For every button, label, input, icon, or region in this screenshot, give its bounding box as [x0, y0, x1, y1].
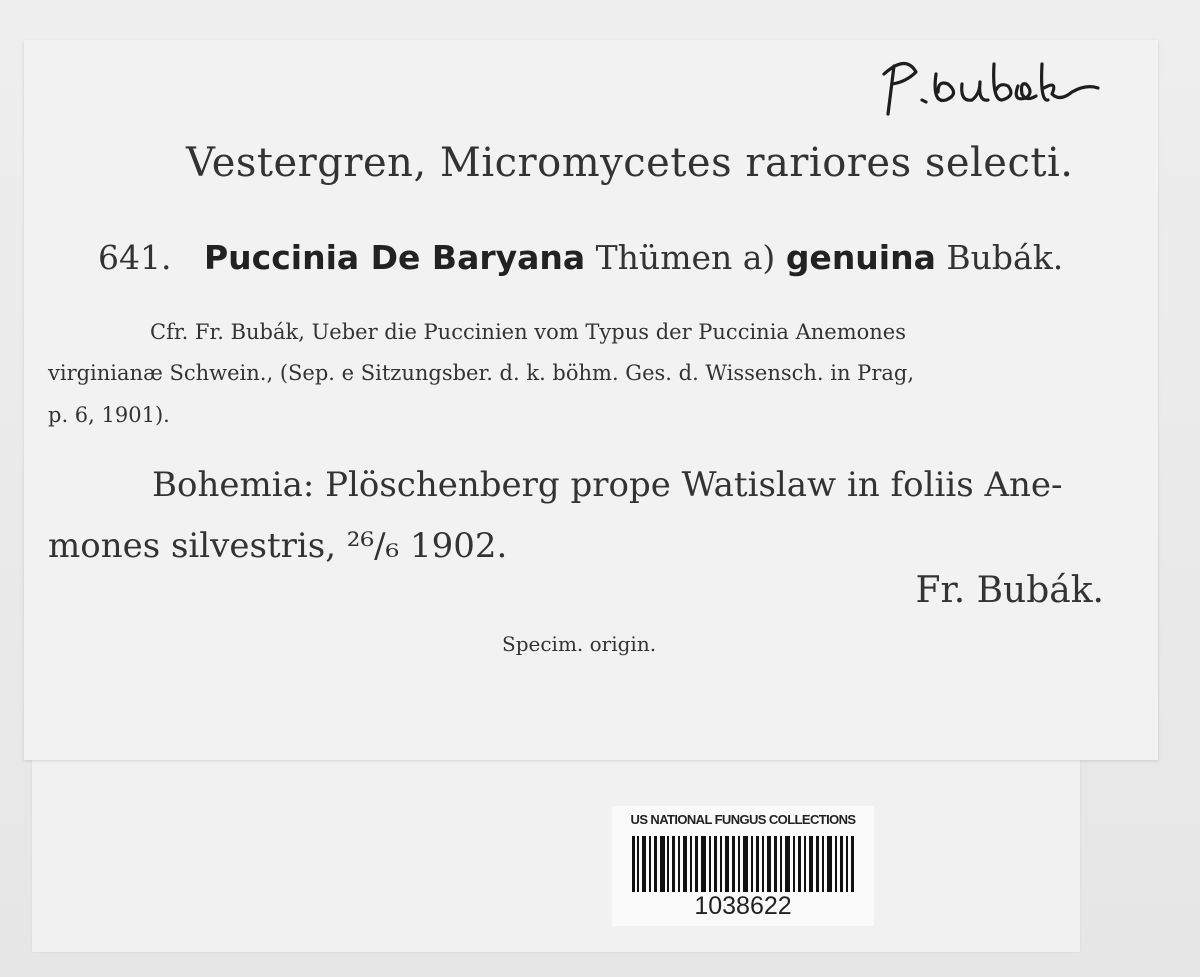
- barcode-number: 1038622: [694, 892, 792, 920]
- backing-paper: [32, 760, 1080, 952]
- collector-name: Fr. Bubák.: [915, 570, 1104, 611]
- species-line: [98, 238, 1063, 277]
- series-title: Vestergren, Micromycetes rariores selecti.: [186, 140, 1074, 186]
- specimen-note: Specim. origin.: [502, 632, 657, 656]
- exsiccata-number: 641.: [98, 238, 172, 277]
- species-author: Thümen a): [595, 238, 776, 277]
- species-name: Puccinia De Baryana: [203, 238, 586, 277]
- locality-line-1: Bohemia: Plöschenberg prope Watislaw in foliis Ane-: [152, 465, 1063, 505]
- reference-line-1: Cfr. Fr. Bubák, Ueber die Puccinien vom Typus der Puccinia Anemones: [150, 320, 907, 344]
- variety-name: genuina: [785, 238, 936, 277]
- barcode-title: US NATIONAL FUNGUS COLLECTIONS: [630, 812, 856, 827]
- variety-author: Bubák.: [946, 238, 1064, 277]
- barcode-label: [612, 806, 874, 926]
- handwritten-signature: [876, 44, 1106, 124]
- locality-line-2: mones silvestris, ²⁶/₆ 1902.: [48, 526, 508, 566]
- barcode-icon: [632, 836, 854, 892]
- specimen-label: [24, 40, 1158, 760]
- reference-line-3: p. 6, 1901).: [48, 403, 170, 427]
- reference-line-2: virginianæ Schwein., (Sep. e Sitzungsber. d. k. böhm. Ges. d. Wissensch. in Prag,: [48, 361, 914, 385]
